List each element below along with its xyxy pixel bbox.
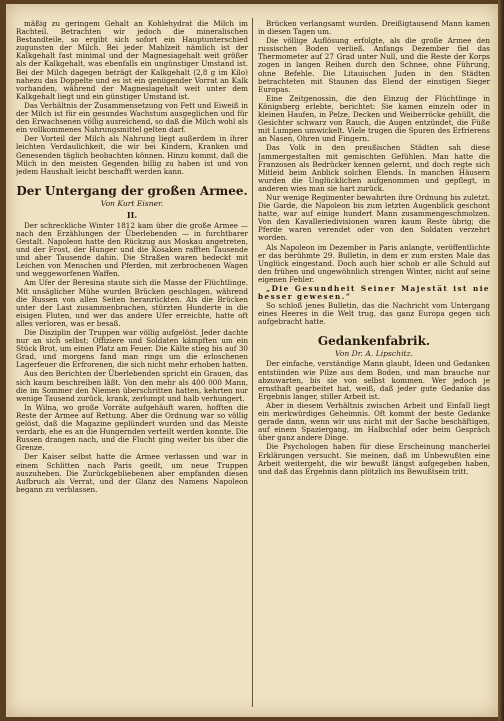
paragraph: Eine Zeitgenossin, die den Einzug der Flüchtlinge in Königsberg erlebte, berichtet: Sie kamen einzeln oder in kleinen Haufen, in Pelze, Decken und Weiberröcke gehüllt, die Gesichter schwarz von Rauch, die Augen entzündet, die Füße mit Lumpen umwickelt. Viele trugen die Spuren des Erfrierens an Nasen, Ohren und Fingern. (258, 93, 490, 144)
paragraph: mäßig zu geringem Gehalt an Kohlehydrat die Milch im Rachteil. Betrachten wir jedoch die mineralischen Bestandteile, so ergibt sich sofort ein Hauptunterschied zugunsten der Milch. Bei jeder Mahlzeit nämlich ist der Kalkgehalt fast minimal und der Magnesiagehalt weit größer als der Kalkgehalt, was ebenfalls ein ungünstiger Umstand ist. Bei der Milch dagegen beträgt der Kalkgehalt (2,8 g im Kilo) nahezu das Doppelte und es ist ein genügender Vorrat an Kalk vorhanden, während der Magnesiagehalt weit unter dem Kalkgehalt liegt und ein günstiger Umstand ist. (16, 20, 248, 101)
binding-edge (498, 0, 504, 721)
right-column (258, 20, 490, 707)
paragraph: Der Kaiser selbst hatte die Armee verlassen und war in einem Schlitten nach Paris geeilt, um neue Truppen auszuheben. Die Zurückgebliebenen aber empfanden diesen Aufbruch als Verrat, und der Glanz des Namens Napoleon begann zu verblassen. (16, 452, 248, 494)
paragraph: Nur wenige Regimenter bewahrten ihre Ordnung bis zuletzt. Die Garde, die Napoleon bis zum letzten Augenblick geschont hatte, war auf einige hundert Mann zusammengeschmolzen. Von den Kavalleriedivisionen waren kaum Reste übrig; die Pferde waren verendet oder von den Soldaten verzehrt worden. (258, 192, 490, 243)
article-byline: Von Kurt Eisner. (100, 198, 164, 208)
paragraph: Am Ufer der Beresina staute sich die Masse der Flüchtlinge. Mit unsäglicher Mühe wurden Brücken geschlagen, während die Russen von allen Seiten heranrückten. Als die Brücken unter der Last zusammenbrachen, stürzten Hunderte in die eisigen Fluten, und wer das andere Ufer erreichte, hatte oft alles verloren, was er besaß. (16, 278, 248, 328)
article-body (16, 222, 248, 494)
newspaper-page (6, 4, 498, 717)
paragraph: Die völlige Auflösung erfolgte, als die große Armee den russischen Boden verließ. Anfangs Dezember fiel das Thermometer auf 27 Grad unter Null, und die Reste der Korps zogen in langen Reihen durch den Schnee, ohne Führung, ohne Befehle. Die Litauischen Juden in den Städten betrachteten mit Staunen das Elend der einstigen Sieger Europas. (258, 36, 490, 94)
paragraph: Das Volk in den preußischen Städten sah diese Jammergestalten mit gemischten Gefühlen. Man hatte die Franzosen als Bedrücker kennen gelernt, und doch regte sich Mitleid beim Anblick solchen Elends. In manchen Häusern wurden die Unglücklichen aufgenommen und gepflegt, in anderen wies man sie hart zurück. (258, 143, 490, 193)
paragraph: Die Psychologen haben für diese Erscheinung mancherlei Erklärungen versucht. Sie meinen, daß im Unbewußten eine Arbeit weitergeht, die wir bewußt längst aufgegeben haben, und daß das Ergebnis dann plötzlich ins Bewußtsein tritt. (258, 442, 490, 476)
paragraph: Aber in diesem Verhältnis zwischen Arbeit und Einfall liegt ein merkwürdiges Geheimnis. Oft kommt der beste Gedanke gerade dann, wenn wir uns nicht mit der Sache beschäftigen, auf einem Spaziergang, im Halbschlaf oder beim Gespräch über ganz andere Dinge. (258, 400, 490, 443)
paragraph: Die Disziplin der Truppen war völlig aufgelöst. Jeder dachte nur an sich selbst; Offiziere und Soldaten kämpften um ein Stück Brot, um einen Platz am Feuer. Die Kälte stieg bis auf 30 Grad, und morgens fand man rings um die erloschenen Lagerfeuer die Erfrorenen, die sich nicht mehr erhoben hatten. (16, 328, 248, 370)
left-column-intro (16, 20, 248, 176)
left-column (16, 20, 248, 707)
article-title: Gedankenfabrik. (317, 334, 431, 349)
paragraph: Als Napoleon im Dezember in Paris anlangte, veröffentlichte er das berühmte 29. Bulletin, in dem er zum ersten Male das Unglück eingestand. Doch auch hier schob er alle Schuld auf den frühen und ungewöhnlich strengen Winter, nicht auf seine eigenen Fehler. (258, 242, 490, 284)
paragraph: Der Vorteil der Milch als Nahrung liegt außerdem in ihrer leichten Verdaulichkeit, die wir bei Kindern, Kranken und Genesenden täglich beobachten können. Hinzu kommt, daß die Milch in den meisten Gegenden billig zu haben ist und von jedem Haushalt leicht beschafft werden kann. (16, 134, 248, 176)
section-mark: II. (126, 209, 138, 220)
paragraph: Der schreckliche Winter 1812 kam über die große Armee — nach den Erzählungen der Überlebenden — in furchtbarer Gestalt. Napoleon hatte den Rückzug aus Moskau angetreten, und der Frost, der Hunger und die Kosaken rafften Tausende und aber Tausende dahin. Die Straßen waren bedeckt mit Leichen von Menschen und Pferden, mit zerbrochenen Wagen und weggeworfenen Waffen. (16, 220, 248, 279)
article-continuation (258, 20, 490, 284)
article-byline: Von Dr. A. Lipschitz. (335, 349, 413, 359)
article-body (258, 360, 490, 475)
paragraph: Brücken verlangsamt wurden. Dreißigtausend Mann kamen in diesen Tagen um. (258, 20, 490, 37)
quote-line: „Die Gesundheit Seiner Majestät ist nie besser gewesen.“ (258, 284, 490, 302)
paragraph: Der einfache, verständige Mann glaubt, Ideen und Gedanken entstünden wie Pilze aus dem Boden, und man brauche nur abzuwarten, bis sie von selbst kommen. Wer jedoch je ernsthaft gearbeitet hat, weiß, daß jeder gute Gedanke das Ergebnis langer, stiller Arbeit ist. (258, 359, 490, 401)
column-divider (252, 18, 253, 707)
paragraph: In Wilna, wo große Vorräte aufgehäuft waren, hofften die Reste der Armee auf Rettung. Aber die Ordnung war so völlig gelöst, daß die Magazine geplündert wurden und das Meiste verdarb, ehe es an die Hungernden verteilt werden konnte. Die Russen drangen nach, und die Flucht ging weiter bis über die Grenze. (16, 402, 248, 453)
paragraph: Aus den Berichten der Überlebenden spricht ein Grauen, das sich kaum beschreiben läßt. Von den mehr als 400 000 Mann, die im Sommer den Niemen überschritten hatten, kehrten nur wenige Tausend zurück, krank, zerlumpt und halb verhungert. (16, 369, 248, 403)
article-title: Der Untergang der großen Armee. (16, 183, 248, 198)
paragraph: Das Verhältnis der Zusammensetzung von Fett und Eiweiß in der Milch ist für ein gesundes Wachstum ausgeglichen und für den Erwachsenen völlig ausreichend, so daß die Milch wohl als ein vollkommenes Nahrungsmittel gelten darf. (16, 100, 248, 135)
paragraph: So schloß jenes Bulletin, das die Nachricht vom Untergang eines Heeres in die Welt trug, das ganz Europa gegen sich aufgebracht hatte. (258, 301, 490, 327)
